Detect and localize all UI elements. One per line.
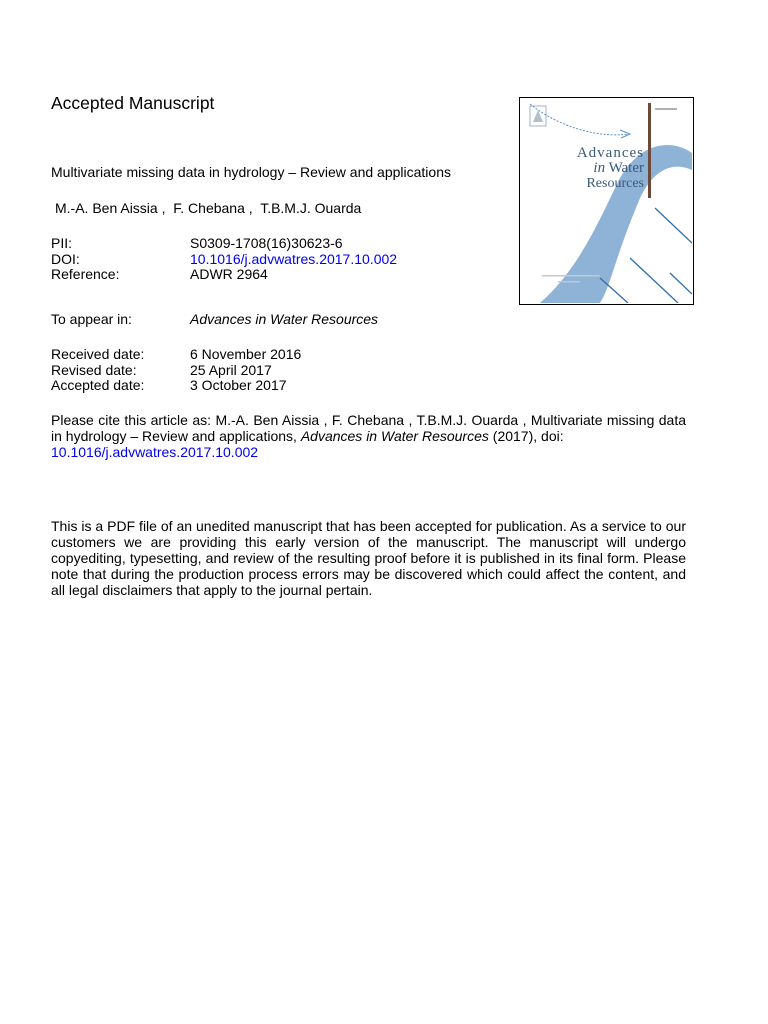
cover-footer-mark — [558, 281, 580, 283]
received-row — [51, 346, 301, 362]
accepted-value: 3 October 2017 — [190, 377, 287, 393]
reference-label: Reference: — [51, 266, 120, 282]
cover-footer-mark — [542, 275, 600, 277]
revised-label: Revised date: — [51, 362, 137, 378]
revised-value: 25 April 2017 — [190, 362, 272, 378]
cover-title-water: Water — [608, 160, 644, 176]
tree-icon — [533, 110, 543, 122]
appear-label: To appear in: — [51, 311, 132, 327]
doi-label: DOI: — [51, 251, 80, 267]
reference-row — [51, 266, 268, 282]
received-label: Received date: — [51, 346, 145, 362]
cover-title-line3: Resources — [586, 176, 644, 191]
pii-label: PII: — [51, 235, 73, 251]
cover-artwork — [520, 98, 692, 303]
received-value: 6 November 2016 — [190, 346, 302, 362]
pii-value: S0309-1708(16)30623-6 — [190, 235, 343, 251]
arrow-curve — [530, 104, 628, 135]
citation-prefix: Please cite this article as: — [51, 412, 212, 428]
author-name: M.-A. Ben Aissia — [55, 200, 158, 216]
journal-cover-image — [519, 97, 694, 305]
cover-title-line1: Advances — [576, 145, 644, 161]
cover-issn-mark — [655, 108, 677, 110]
doi-row — [51, 251, 397, 267]
pii-row — [51, 235, 343, 251]
reference-value: ADWR 2964 — [190, 266, 268, 282]
author-list: M.-A. Ben Aissia , F. Chebana , T.B.M.J. Ouarda — [55, 200, 362, 216]
journal-name: Advances in Water Resources — [190, 311, 379, 327]
cover-bar — [648, 103, 651, 198]
appear-row — [51, 311, 378, 327]
doi-link[interactable]: 10.1016/j.advwatres.2017.10.002 — [190, 251, 398, 267]
page-title: Accepted Manuscript — [51, 93, 215, 113]
author-name: T.B.M.J. Ouarda — [260, 200, 362, 216]
article-title: Multivariate missing data in hydrology – Review and applications — [51, 164, 451, 180]
citation-authors: M.-A. Ben Aissia , F. Chebana , T.B.M.J. Ouarda , — [215, 412, 527, 428]
citation-doi-link[interactable]: 10.1016/j.advwatres.2017.10.002 — [51, 444, 259, 460]
citation-journal: Advances in Water Resources — [300, 428, 489, 444]
citation-year: (2017), doi: — [492, 428, 564, 444]
cover-line — [670, 273, 692, 294]
citation-paragraph — [51, 412, 686, 460]
author-name: F. Chebana — [173, 200, 245, 216]
cover-line — [630, 258, 678, 303]
cover-line — [655, 208, 692, 243]
cover-title-in: in — [593, 160, 606, 176]
cover-title — [520, 146, 644, 191]
accepted-label: Accepted date: — [51, 377, 145, 393]
accepted-row — [51, 377, 287, 393]
disclaimer-paragraph: This is a PDF file of an unedited manuscript that has been accepted for publication. As a service to our customers we are providing this early version of the manuscript. The manuscript will undergo copyediting, typesetting, and review of the resulting proof before it is published in its final form. Please note that during the production process errors may be discovered which could affect the content, and all legal disclaimers that apply to the journal pertain. — [51, 518, 686, 598]
revised-row — [51, 362, 272, 378]
cover-title-line2 — [520, 161, 644, 176]
citation-title: Multivariate missing data in hydrology – Review and applications, — [51, 412, 687, 444]
